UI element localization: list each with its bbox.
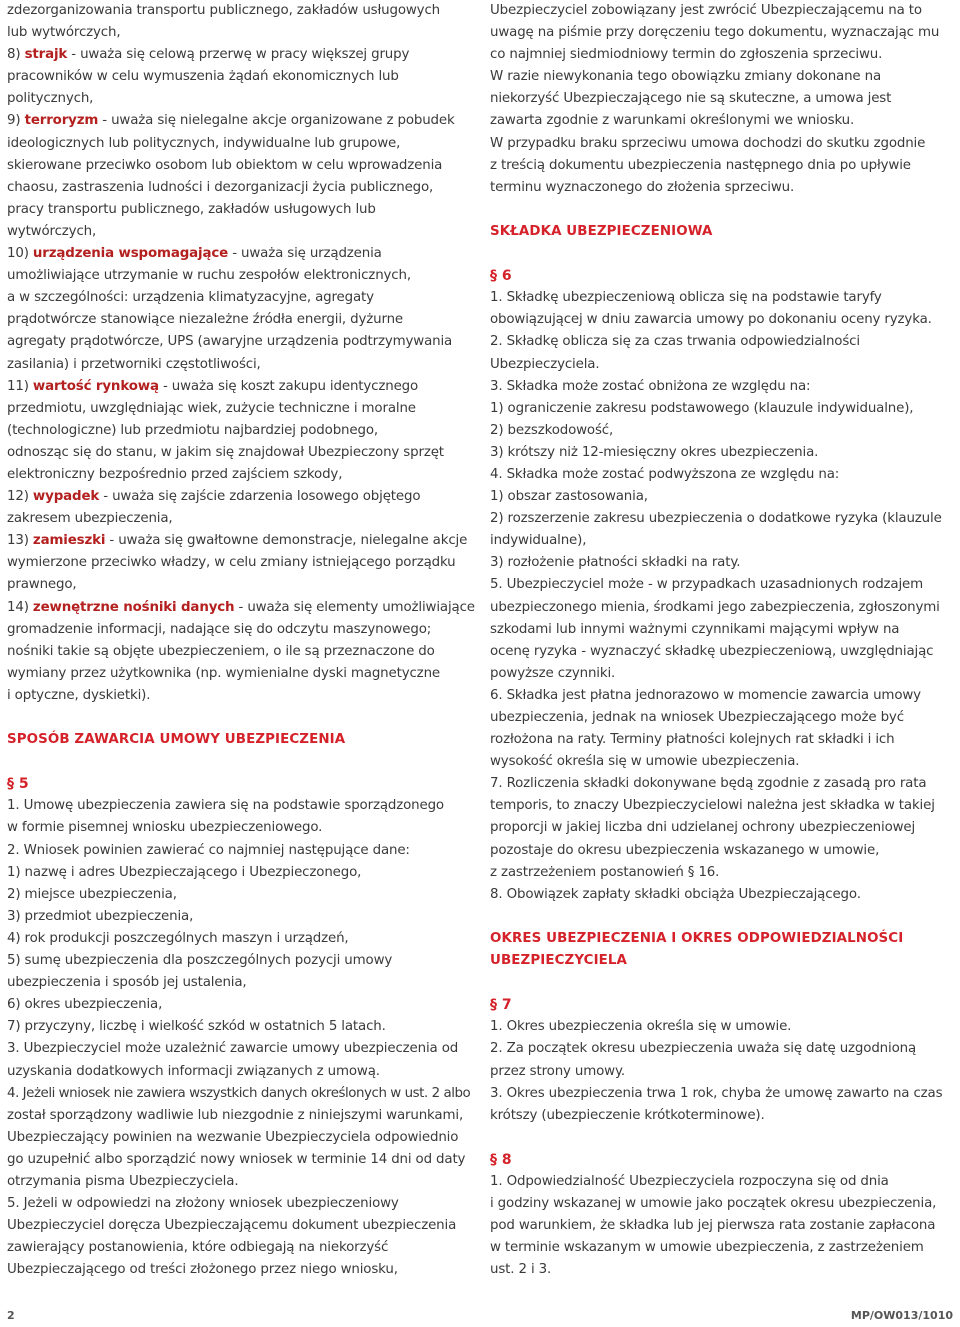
text-line: uzyskania dodatkowych informacji związanych z umową. xyxy=(7,1063,380,1079)
text-line: 4. Jeżeli wniosek nie zawiera wszystkich danych określonych w ust. 2 albo xyxy=(7,1085,471,1101)
paragraph-number-5: § 5 xyxy=(7,776,29,793)
text-line: 2) bezszkodowość, xyxy=(490,422,614,438)
spacer xyxy=(490,199,954,221)
text-line: 1. Okres ubezpieczenia określa się w umowie. xyxy=(490,1019,792,1035)
text-line: wytwórczych, xyxy=(7,223,97,239)
text-line: nośniki takie są objęte ubezpieczeniem, o ile są przeznaczone do xyxy=(7,643,435,659)
text-line: 3) krótszy niż 12-miesięczny okres ubezpieczenia. xyxy=(490,444,819,460)
lines-a xyxy=(7,0,471,44)
term-urzadzenia: urządzenia wspomagające xyxy=(32,246,229,262)
text-line: pracowników w celu wymuszenia żądań ekonomicznych lub xyxy=(7,69,399,85)
text-line: 2) rozszerzenie zakresu ubezpieczenia o dodatkowe ryzyka (klauzule xyxy=(490,511,942,527)
paragraph-number-8: § 8 xyxy=(490,1151,512,1168)
text-line: 6) okres ubezpieczenia, xyxy=(7,997,163,1013)
text-line: 3) rozłożenie płatności składki na raty. xyxy=(490,555,741,571)
text-line: 1) obszar zastosowania, xyxy=(490,489,648,505)
text-line: 1. Składkę ubezpieczeniową oblicza się na podstawie taryfy xyxy=(490,290,882,306)
term-nosniki: zewnętrzne nośniki danych xyxy=(32,599,235,615)
text-line: 1) nazwę i adres Ubezpieczającego i Ubezpieczonego, xyxy=(7,864,362,880)
spacer xyxy=(490,906,954,928)
text-line: krótszy (ubezpieczenie krótkoterminowe). xyxy=(490,1107,765,1123)
section-heading-skladka: SKŁADKA UBEZPIECZENIOWA xyxy=(490,223,713,239)
paragraph-number-7: § 7 xyxy=(490,997,512,1014)
term-strajk: strajk xyxy=(24,47,68,63)
text-line: z treścią dokumentu ubezpieczenia następnego dnia po upływie xyxy=(490,157,911,173)
text-line: powyższe czynniki. xyxy=(490,665,616,681)
term-terroryzm: terroryzm xyxy=(24,113,99,129)
definition-zamieszki: 13) zamieszki - uważa się gwałtowne demonstracje, nielegalne akcje xyxy=(7,533,468,549)
text-line: 2. Wniosek powinien zawierać co najmniej następujące dane: xyxy=(7,842,410,858)
text-line: ubezpieczenia, jednak na wniosek Ubezpieczającego może być xyxy=(490,710,904,725)
text-line: pozostaje do okresu ubezpieczenia wskazanego w umowie, xyxy=(490,842,880,858)
text-line: 1) ograniczenie zakresu podstawowego (klauzule indywidualne), xyxy=(490,400,914,416)
text-line: pracy transportu publicznego, zakładów usługowych lub xyxy=(7,201,376,217)
spacer xyxy=(7,707,471,729)
definition-wypadek: 12) wypadek - uważa się zajście zdarzenia losowego objętego xyxy=(7,489,421,505)
text-line: zdezorganizowania transportu publicznego, zakładów usługowych xyxy=(7,3,441,18)
definition-nosniki: 14) zewnętrzne nośniki danych - uważa się elementy umożliwiające xyxy=(7,599,475,615)
text-line: 3. Okres ubezpieczenia trwa 1 rok, chyba że umowę zawarto na czas xyxy=(490,1085,943,1101)
document-code: MP/OW013/1010 xyxy=(850,1309,953,1322)
text-line: ust. 2 i 3. xyxy=(490,1262,552,1278)
text-line: Ubezpieczający powinien na wezwanie Ubezpieczyciela odpowiednio xyxy=(7,1129,459,1145)
section-5-body xyxy=(7,795,471,1281)
text-line: 4. Składka może zostać podwyższona ze względu na: xyxy=(490,466,840,482)
text-line: prądotwórcze stanowiące niezależne źródła energii, dyżurne xyxy=(7,312,404,328)
text-line: przedmiotu, uwzględniając wiek, zużycie techniczne i moralne xyxy=(7,400,416,416)
text-line: 7. Rozliczenia składki dokonywane będą zgodnie z zasadą pro rata xyxy=(490,776,927,792)
text-line: Ubezpieczyciel zobowiązany jest zwrócić Ubezpieczającemu na to xyxy=(490,3,922,18)
page-number: 2 xyxy=(7,1309,15,1322)
section-heading-okres: OKRES UBEZPIECZENIA I OKRES ODPOWIEDZIALNOŚCI xyxy=(490,930,904,946)
text-line: ocenę ryzyka - wyznaczyć składkę ubezpieczeniową, uwzględniając xyxy=(490,643,934,659)
term-wypadek: wypadek xyxy=(32,489,100,505)
text-line: 2. Za początek okresu ubezpieczenia uważa się datę uzgodnioną xyxy=(490,1041,917,1057)
text-line: 7) przyczyny, liczbę i wielkość szkód w ostatnich 5 latach. xyxy=(7,1019,386,1035)
text-line: politycznych, xyxy=(7,91,94,107)
text-line: odnosząc się do stanu, w jakim się znajdował Ubezpieczony sprzęt xyxy=(7,444,444,460)
text-line: zawierający postanowienia, które odbiegają na niekorzyść xyxy=(7,1240,389,1256)
text-line: zakresem ubezpieczenia, xyxy=(7,511,173,527)
text-line: gromadzenie informacji, nadające się do odczytu maszynowego; xyxy=(7,621,432,637)
section-heading-zawarcie: SPOSÓB ZAWARCIA UMOWY UBEZPIECZENIA xyxy=(7,732,346,748)
text-line: umożliwiające utrzymanie w ruchu zespołów elektronicznych, xyxy=(7,268,411,284)
text-line: zasilania) i przetworniki częstotliwości, xyxy=(7,356,261,372)
right-column xyxy=(490,0,954,1281)
term-zamieszki: zamieszki xyxy=(32,533,106,549)
text-line: W razie niewykonania tego obowiązku zmiany dokonane na xyxy=(490,69,882,85)
text-line: 8. Obowiązek zapłaty składki obciąża Ubezpieczającego. xyxy=(490,886,861,902)
text-line: Ubezpieczyciela. xyxy=(490,356,600,372)
text-line: 2. Składkę oblicza się za czas trwania odpowiedzialności xyxy=(490,334,860,350)
text-line: przez strony umowy. xyxy=(490,1063,625,1079)
definition-urzadzenia: 10) urządzenia wspomagające - uważa się urządzenia xyxy=(7,246,382,262)
text-line: elektroniczny bezpośrednio przed zajściem szkody, xyxy=(7,466,343,482)
text-line: w terminie wskazanym w umowie ubezpieczenia, z zastrzeżeniem xyxy=(490,1240,924,1256)
text-line: chaosu, zastraszenia ludności i dezorganizacji życia publicznego, xyxy=(7,179,434,195)
text-line: prawnego, xyxy=(7,577,77,593)
text-line: 3) przedmiot ubezpieczenia, xyxy=(7,908,194,924)
text-line: z zastrzeżeniem postanowień § 16. xyxy=(490,864,720,880)
text-line: Ubezpieczyciel doręcza Ubezpieczającemu dokument ubezpieczenia xyxy=(7,1218,457,1234)
paragraph-number-6: § 6 xyxy=(490,268,512,285)
text-line: a w szczególności: urządzenia klimatyzacyjne, agregaty xyxy=(7,290,374,306)
text-line: wymiany przez użytkownika (np. wymienialne dyski magnetyczne xyxy=(7,665,440,681)
text-line: W przypadku braku sprzeciwu umowa dochodzi do skutku zgodnie xyxy=(490,135,926,151)
left-column xyxy=(7,0,475,1281)
definition-wartosc: 11) wartość rynkową - uważa się koszt zakupu identycznego xyxy=(7,378,419,394)
text-line: ideologicznych lub politycznych, indywidualne lub grupowe, xyxy=(7,135,401,151)
text-line: otrzymania pisma Ubezpieczyciela. xyxy=(7,1173,239,1189)
text-line: pod warunkiem, że składka lub jej pierwsza rata zostanie zapłacona xyxy=(490,1218,936,1234)
text-line: został sporządzony wadliwie lub niezgodnie z niniejszymi warunkami, xyxy=(7,1107,464,1123)
text-line: 6. Składka jest płatna jednorazowo w momencie zawarcia umowy xyxy=(490,687,921,703)
text-line: 4) rok produkcji poszczególnych maszyn i urządzeń, xyxy=(7,930,349,946)
section-heading-okres-cont: UBEZPIECZYCIELA xyxy=(490,953,627,969)
text-line: 5. Ubezpieczyciel może - w przypadkach uzasadnionych rodzajem xyxy=(490,577,924,593)
text-line: 5) sumę ubezpieczenia dla poszczególnych pozycji umowy xyxy=(7,953,393,969)
text-line: go uzupełnić albo sporządzić nowy wniosek w terminie 14 dni od daty xyxy=(7,1151,466,1167)
text-line: lub wytwórczych, xyxy=(7,25,121,41)
text-line: ubezpieczonego mienia, środkami jego zabezpieczenia, zgłoszonymi xyxy=(490,599,940,615)
term-wartosc: wartość rynkową xyxy=(32,378,159,394)
definition-strajk: 8) strajk - uważa się celową przerwę w pracy większej grupy xyxy=(7,47,410,63)
text-line: obowiązującej w dniu zawarcia umowy po dokonaniu oceny ryzyka. xyxy=(490,312,932,328)
text-line: zawarta zgodnie z warunkami określonymi we wniosku. xyxy=(490,113,855,129)
text-line: 1. Odpowiedzialność Ubezpieczyciela rozpoczyna się od dnia xyxy=(490,1173,889,1189)
text-line: ubezpieczenia i sposób jej ustalenia, xyxy=(7,975,247,991)
text-line: indywidualne), xyxy=(490,533,587,549)
text-line: w formie pisemnej wniosku ubezpieczeniowego. xyxy=(7,820,323,836)
spacer xyxy=(7,751,471,773)
text-line: temporis, to znaczy Ubezpieczycielowi należna jest składka w takiej xyxy=(490,798,935,814)
text-line: 1. Umowę ubezpieczenia zawiera się na podstawie sporządzonego xyxy=(7,798,444,814)
text-line: 3. Ubezpieczyciel może uzależnić zawarcie umowy ubezpieczenia od xyxy=(7,1041,459,1057)
text-line: 3. Składka może zostać obniżona ze względu na: xyxy=(490,378,811,394)
text-line: wymierzone przeciwko władzy, w celu zmiany istniejącego porządku xyxy=(7,555,456,571)
text-line: 2) miejsce ubezpieczenia, xyxy=(7,886,177,902)
text-line: wysokość określa się w umowie ubezpieczenia. xyxy=(490,754,800,770)
text-line: co najmniej siedmiodniowy termin do zgłoszenia sprzeciwu. xyxy=(490,47,883,63)
text-line: proporcji w jakiej liczba dni udzielanej ochrony ubezpieczeniowej xyxy=(490,820,916,836)
spacer xyxy=(490,1127,954,1149)
text-line: (technologiczne) lub przedmiotu najbardziej podobnego, xyxy=(7,422,378,438)
text-line: terminu wyznaczonego do złożenia sprzeciwu. xyxy=(490,179,795,195)
text-line: Ubezpieczającego od treści złożonego przez niego wniosku, xyxy=(7,1262,398,1278)
text-line: szkodami lub innymi ważnymi czynnikami mającymi wpływ na xyxy=(490,621,900,637)
text-line: uwagę na piśmie przy doręczeniu tego dokumentu, wyznaczając mu xyxy=(490,25,940,41)
text-line: 5. Jeżeli w odpowiedzi na złożony wniosek ubezpieczeniowy xyxy=(7,1196,399,1212)
text-line: i optyczne, dyskietki). xyxy=(7,687,151,703)
spacer xyxy=(490,243,954,265)
text-line: agregaty prądotwórcze, UPS (awaryjne urządzenia podtrzymywania xyxy=(7,334,453,350)
text-line: i godziny wskazanej w umowie jako początek okresu ubezpieczenia, xyxy=(490,1196,937,1212)
text-line: rozłożona na raty. Terminy płatności kolejnych rat składki i ich xyxy=(490,732,895,748)
text-line: skierowane przeciwko osobom lub obiektom w celu wprowadzenia xyxy=(7,157,443,173)
spacer xyxy=(490,972,954,994)
text-line: niekorzyść Ubezpieczającego nie są skuteczne, a umowa jest xyxy=(490,91,892,107)
definition-terroryzm: 9) terroryzm - uważa się nielegalne akcje organizowane z pobudek xyxy=(7,113,455,129)
